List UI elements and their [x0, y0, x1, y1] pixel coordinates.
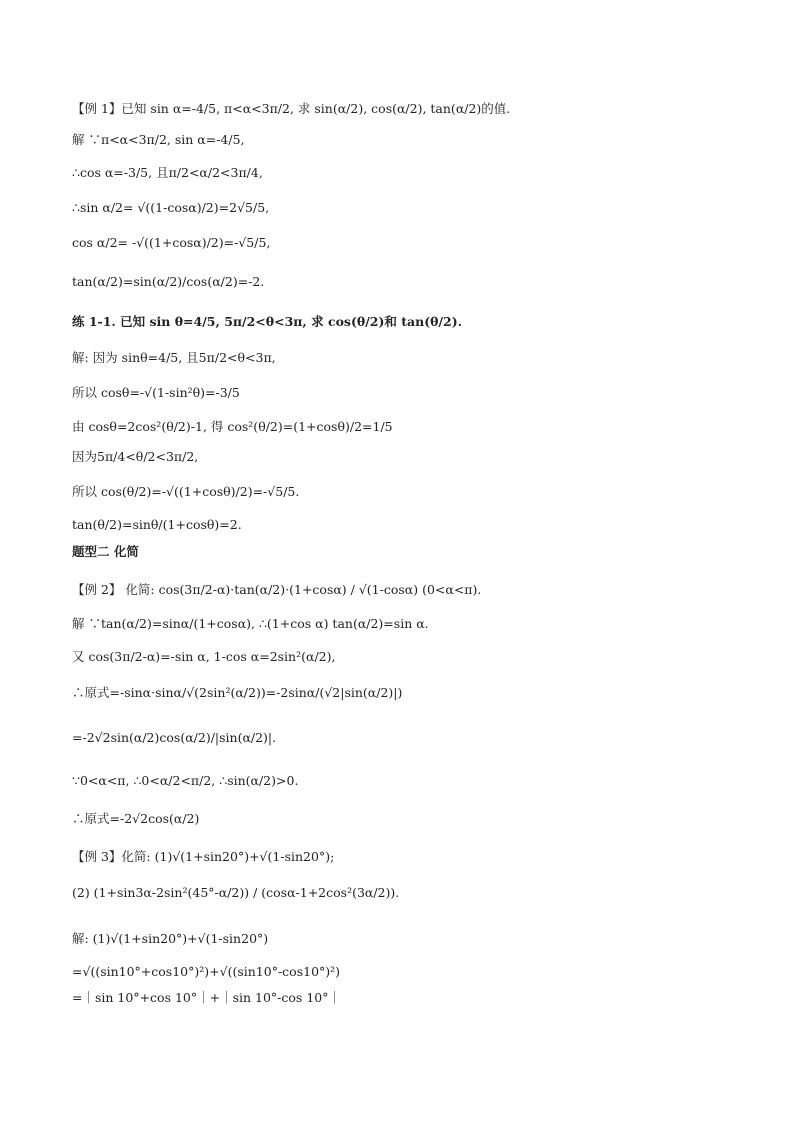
- pr11-l2-text: 所以 cosθ=-√(1-sin²θ)=-3/5: [72, 385, 240, 400]
- pr11-l6-text: tan(θ/2)=sinθ/(1+cosθ)=2.: [72, 517, 242, 532]
- pr11-l4-text: 因为5π/4<θ/2<3π/2,: [72, 449, 199, 464]
- example-1-line-2: [72, 164, 263, 182]
- ex2-l1-text: 解 ∵tan(α/2)=sinα/(1+cosα), ∴(1+cos α) tan(α/2)=sin α.: [72, 616, 429, 631]
- example-1-line-5: [72, 273, 264, 291]
- practice-1-1-line-4: [72, 448, 198, 466]
- ex2-l2-text: 又 cos(3π/2-α)=-sin α, 1-cos α=2sin²(α/2),: [72, 649, 336, 664]
- ex3-l3-text: =√((sin10°+cos10°)²)+√((sin10°-cos10°)²): [72, 964, 341, 979]
- practice-1-1-line-5: [72, 483, 299, 501]
- example-2-title: [72, 581, 481, 599]
- pr11-l3-text: 由 cosθ=2cos²(θ/2)-1, 得 cos²(θ/2)=(1+cosθ)/2=1/5: [72, 419, 393, 434]
- example-3-line-2: [72, 930, 268, 948]
- example-3-line-1: [72, 884, 399, 902]
- pr11-title-text: 练 1-1. 已知 sin θ=4/5, 5π/2<θ<3π, 求 cos(θ/2)和 tan(θ/2).: [72, 314, 462, 329]
- practice-1-1-line-3: [72, 418, 393, 436]
- practice-1-1-line-1: [72, 349, 276, 367]
- example-3-title: [72, 848, 334, 866]
- ex1-l2-text: ∴cos α=-3/5, 且π/2<α/2<3π/4,: [72, 165, 263, 180]
- example-1-line-4: [72, 234, 270, 252]
- ex1-title-text: 【例 1】已知 sin α=-4/5, π<α<3π/2, 求 sin(α/2), cos(α/2), tan(α/2)的值.: [72, 101, 511, 116]
- example-2-line-2: [72, 648, 335, 666]
- ex3-title-text: 【例 3】化简: (1)√(1+sin20°)+√(1-sin20°);: [72, 849, 335, 864]
- ex1-l1-text: 解 ∵π<α<3π/2, sin α=-4/5,: [72, 132, 245, 147]
- ex1-l4-text: cos α/2= -√((1+cosα)/2)=-√5/5,: [72, 235, 271, 250]
- example-1-line-1: [72, 131, 245, 149]
- practice-1-1-line-6: [72, 516, 242, 534]
- section-heading-type-2: [72, 543, 139, 561]
- example-2-line-4: [72, 729, 276, 747]
- ex3-l2-text: 解: (1)√(1+sin20°)+√(1-sin20°): [72, 931, 269, 946]
- ex1-l3-text: ∴sin α/2= √((1-cosα)/2)=2√5/5,: [72, 200, 270, 215]
- practice-1-1-title: [72, 313, 462, 331]
- ex2-l5-text: ∵0<α<π, ∴0<α/2<π/2, ∴sin(α/2)>0.: [72, 773, 299, 788]
- example-3-line-3: [72, 963, 340, 981]
- ex3-l1-text: (2) (1+sin3α-2sin²(45°-α/2)) / (cosα-1+2cos²(3α/2)).: [72, 885, 400, 900]
- example-2-line-5: [72, 772, 298, 790]
- ex3-l4-text: =｜sin 10°+cos 10°｜+｜sin 10°-cos 10°｜: [72, 990, 341, 1005]
- type2-heading-text: 题型二 化简: [72, 544, 139, 559]
- ex2-l6-text: ∴原式=-2√2cos(α/2): [72, 811, 200, 826]
- ex2-title-text: 【例 2】 化简: cos(3π/2-α)·tan(α/2)·(1+cosα) / √(1-cosα) (0<α<π).: [72, 582, 482, 597]
- ex2-l4-text: =-2√2sin(α/2)cos(α/2)/|sin(α/2)|.: [72, 730, 277, 745]
- example-2-line-1: [72, 615, 429, 633]
- example-2-line-3: [72, 684, 402, 702]
- pr11-l5-text: 所以 cos(θ/2)=-√((1+cosθ)/2)=-√5/5.: [72, 484, 300, 499]
- example-1-title: [72, 100, 510, 118]
- example-2-line-6: [72, 810, 199, 828]
- ex1-l5-text: tan(α/2)=sin(α/2)/cos(α/2)=-2.: [72, 274, 265, 289]
- example-1-line-3: [72, 199, 269, 217]
- practice-1-1-line-2: [72, 384, 240, 402]
- example-3-line-4: [72, 989, 341, 1007]
- pr11-l1-text: 解: 因为 sinθ=4/5, 且5π/2<θ<3π,: [72, 350, 276, 365]
- ex2-l3-text: ∴原式=-sinα·sinα/√(2sin²(α/2))=-2sinα/(√2|sin(α/2)|): [72, 685, 403, 700]
